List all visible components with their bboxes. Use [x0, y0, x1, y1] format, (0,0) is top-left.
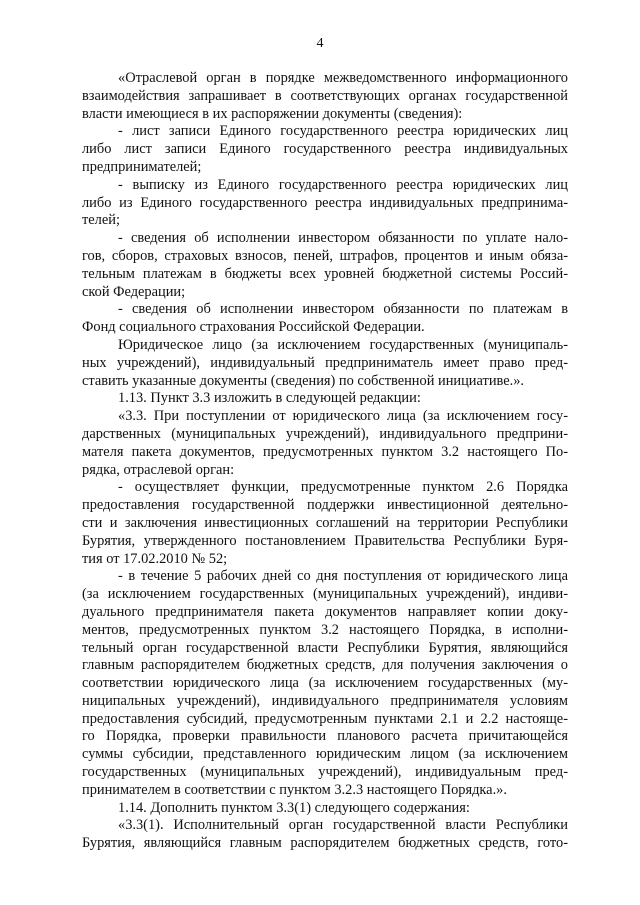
text-line: тия от 17.02.2010 № 52; — [82, 550, 228, 567]
text-line: мателя пакета документов, предусмотренных пунктом 3.2 настоящего По- — [82, 443, 568, 460]
text-line: 1.14. Дополнить пунктом 3.3(1) следующего содержания: — [118, 799, 470, 816]
text-line: Бурятия, утвержденного постановлением Правительства Республики Буря- — [82, 532, 568, 549]
text-line: дарственных (муниципальных учреждений), индивидуального предприни- — [82, 425, 568, 442]
text-line: - сведения об исполнении инвестором обязанности по уплате нало- — [118, 230, 568, 247]
text-line: соответствии юридического лица (за исключением государственных (му- — [82, 675, 568, 692]
text-line: Юридическое лицо (за исключением государственных (муниципаль- — [118, 336, 568, 353]
text-line: «Отраслевой орган в порядке межведомственного информационного — [118, 70, 568, 86]
text-line: предпринимателей; — [82, 158, 202, 175]
text-line: ных учреждений), индивидуальный предприниматель имеет право пред- — [82, 354, 568, 371]
text-line: - осуществляет функции, предусмотренные пунктом 2.6 Порядка — [118, 479, 568, 496]
text-line: телей; — [82, 212, 120, 229]
text-line: рядка, отраслевой орган: — [82, 461, 235, 478]
text-line: главным распорядителем бюджетных средств, для получения заключения о — [82, 657, 568, 674]
text-line: ставить указанные документы (сведения) по собственной инициативе.». — [82, 372, 525, 389]
text-line: власти имеющиеся в их распоряжении документы (сведения): — [82, 105, 463, 122]
page-number: 4 — [316, 36, 324, 51]
text-line: «3.3. При поступлении от юридического лица (за исключением госу- — [118, 408, 568, 425]
text-line: ниципальных учреждений), индивидуального предпринимателя условиям — [82, 692, 568, 709]
text-line: предоставления субсидий, предусмотренным пунктами 2.1 и 2.2 настояще- — [82, 710, 568, 727]
text-line: (за исключением государственных (муниципальных учреждений), индиви- — [82, 586, 568, 603]
text-line: либо из Единого государственного реестра индивидуальных предпринима- — [82, 194, 568, 211]
text-line: принимателем в соответствии с пунктом 3.2.3 настоящего Порядка.». — [82, 781, 507, 798]
text-line: суммы субсидии, представленного юридическим лицом (за исключением — [82, 746, 568, 763]
text-line: - сведения об исполнении инвестором обязанности по платежам в — [118, 301, 568, 318]
text-line: сти и заключения инвестиционных соглашений на территории Республики — [82, 514, 568, 531]
text-line: го Порядка, проверки правильности планового расчета причитающейся — [82, 728, 568, 745]
text-line: - в течение 5 рабочих дней со дня поступления от юридического лица — [118, 568, 568, 585]
text-line: ской Федерации; — [82, 283, 186, 300]
text-line: гов, сборов, страховых взносов, пеней, штрафов, процентов и иным обяза- — [82, 247, 568, 264]
text-line: тельным платежам в бюджеты всех уровней бюджетной системы Россий- — [82, 265, 568, 282]
text-line: тельный орган государственной власти Республики Бурятия, являющийся — [82, 639, 568, 656]
text-line: Фонд социального страхования Российской Федерации. — [82, 319, 425, 336]
text-line: 1.13. Пункт 3.3 изложить в следующей редакции: — [118, 390, 421, 407]
text-line: предоставления государственной поддержки инвестиционной деятельно- — [82, 497, 568, 514]
document-body — [82, 70, 568, 853]
text-line: «3.3(1). Исполнительный орган государственной власти Республики — [118, 817, 568, 834]
text-line: - выписку из Единого государственного реестра юридических лиц — [118, 176, 568, 193]
text-line: дуального предпринимателя пакета документов направляет копии доку- — [82, 603, 568, 620]
text-line: взаимодействия запрашивает в соответствующих органах государственной — [82, 87, 568, 104]
text-line: Бурятия, являющийся главным распорядителем бюджетных средств, гото- — [82, 835, 568, 852]
text-line: либо лист записи Единого государственного реестра индивидуальных — [82, 141, 568, 158]
text-line: - лист записи Единого государственного реестра юридических лиц — [118, 123, 568, 140]
text-line: ментов, предусмотренных пунктом 3.2 настоящего Порядка, в исполни- — [82, 621, 568, 638]
text-line: государственных (муниципальных учреждений), индивидуальным пред- — [82, 764, 568, 781]
